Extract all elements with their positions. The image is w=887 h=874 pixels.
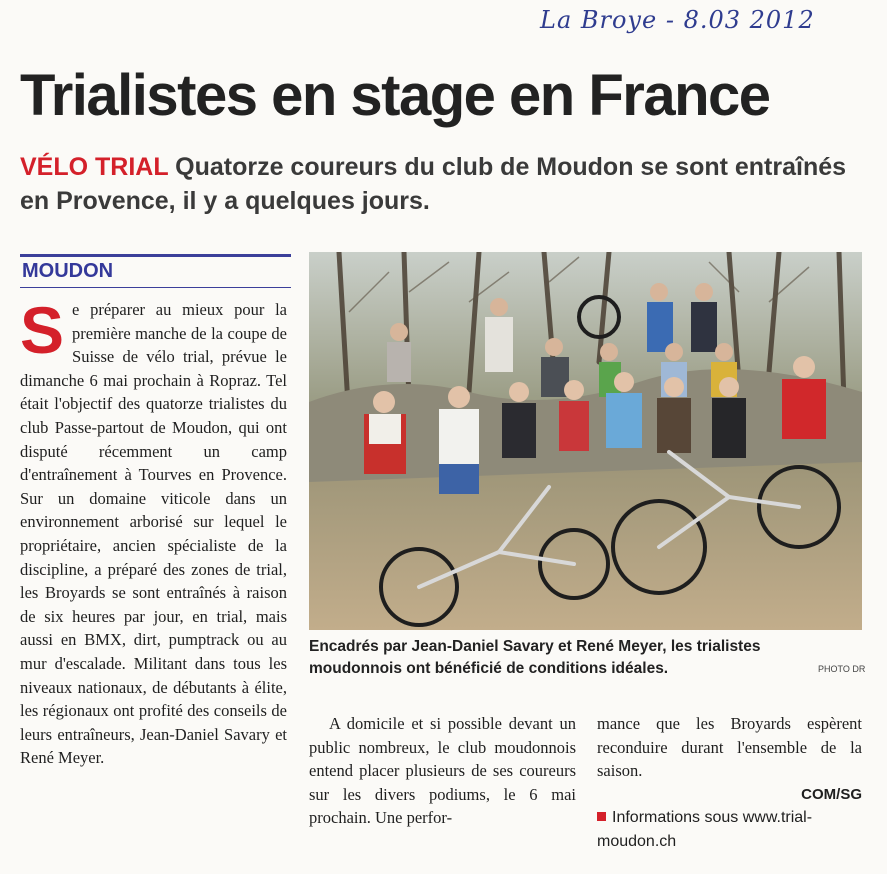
handwritten-date-note: La Broye - 8.03 2012 — [540, 6, 815, 34]
photo-caption: Encadrés par Jean-Daniel Savary et René Meyer, les trialistes moudonnois ont bénéficié de conditions idéales. — [309, 638, 761, 677]
info-line — [597, 806, 862, 854]
body-text-1: e préparer au mieux pour la première manche de la coupe de Suisse de vélo trial, prévue le dimanche 6 mai prochain à Ropraz. Tel était l'objectif des quatorze trialistes du club Passe-partout de Moudon, qui ont disputé récemment un camp d'entraînement à Tourves en Provence. Sur un domaine viticole dans un environnement arborisé sur lequel le propriétaire, ancien spécialiste de la discipline, a préparé des zones de trial, les Broyards se sont entraînés à raison de six heures par jour, en trial, mais aussi en BMX, dirt, pumptrack ou au mur d'escalade. Militant dans tous les niveaux nationaux, de débutants à élite, les régionaux ont profité des conseils de leurs entraîneurs, Jean-Daniel Savary et René Meyer. — [20, 300, 287, 768]
body-column-1 — [20, 293, 287, 770]
deck-text: Quatorze coureurs du club de Moudon se sont entraînés en Provence, il y a quelques jours. — [20, 153, 847, 215]
body-text-2: A domicile et si possible devant un public nombreux, le club moudonnois entend placer plusieurs de ses coureurs sur les divers podiums, le 6 mai prochain. Une perfor- — [309, 714, 576, 828]
photo-credit: PHOTO DR — [818, 664, 866, 674]
group-photo-image — [309, 252, 862, 630]
body-text-3: mance que les Broyards espèrent reconduire durant l'ensemble de la saison. — [597, 714, 862, 781]
deck — [20, 150, 870, 218]
group-photo — [309, 252, 862, 630]
body-column-2 — [309, 712, 576, 830]
info-text: Informations sous www.trial-moudon.ch — [597, 809, 813, 851]
red-square-icon — [597, 812, 606, 821]
body-column-3 — [597, 712, 862, 854]
rubric: VÉLO TRIAL — [20, 153, 169, 181]
drop-cap: S — [20, 293, 65, 367]
signature: COM/SG — [801, 785, 862, 803]
section-label: MOUDON — [20, 254, 291, 288]
headline: Trialistes en stage en France — [20, 63, 770, 128]
